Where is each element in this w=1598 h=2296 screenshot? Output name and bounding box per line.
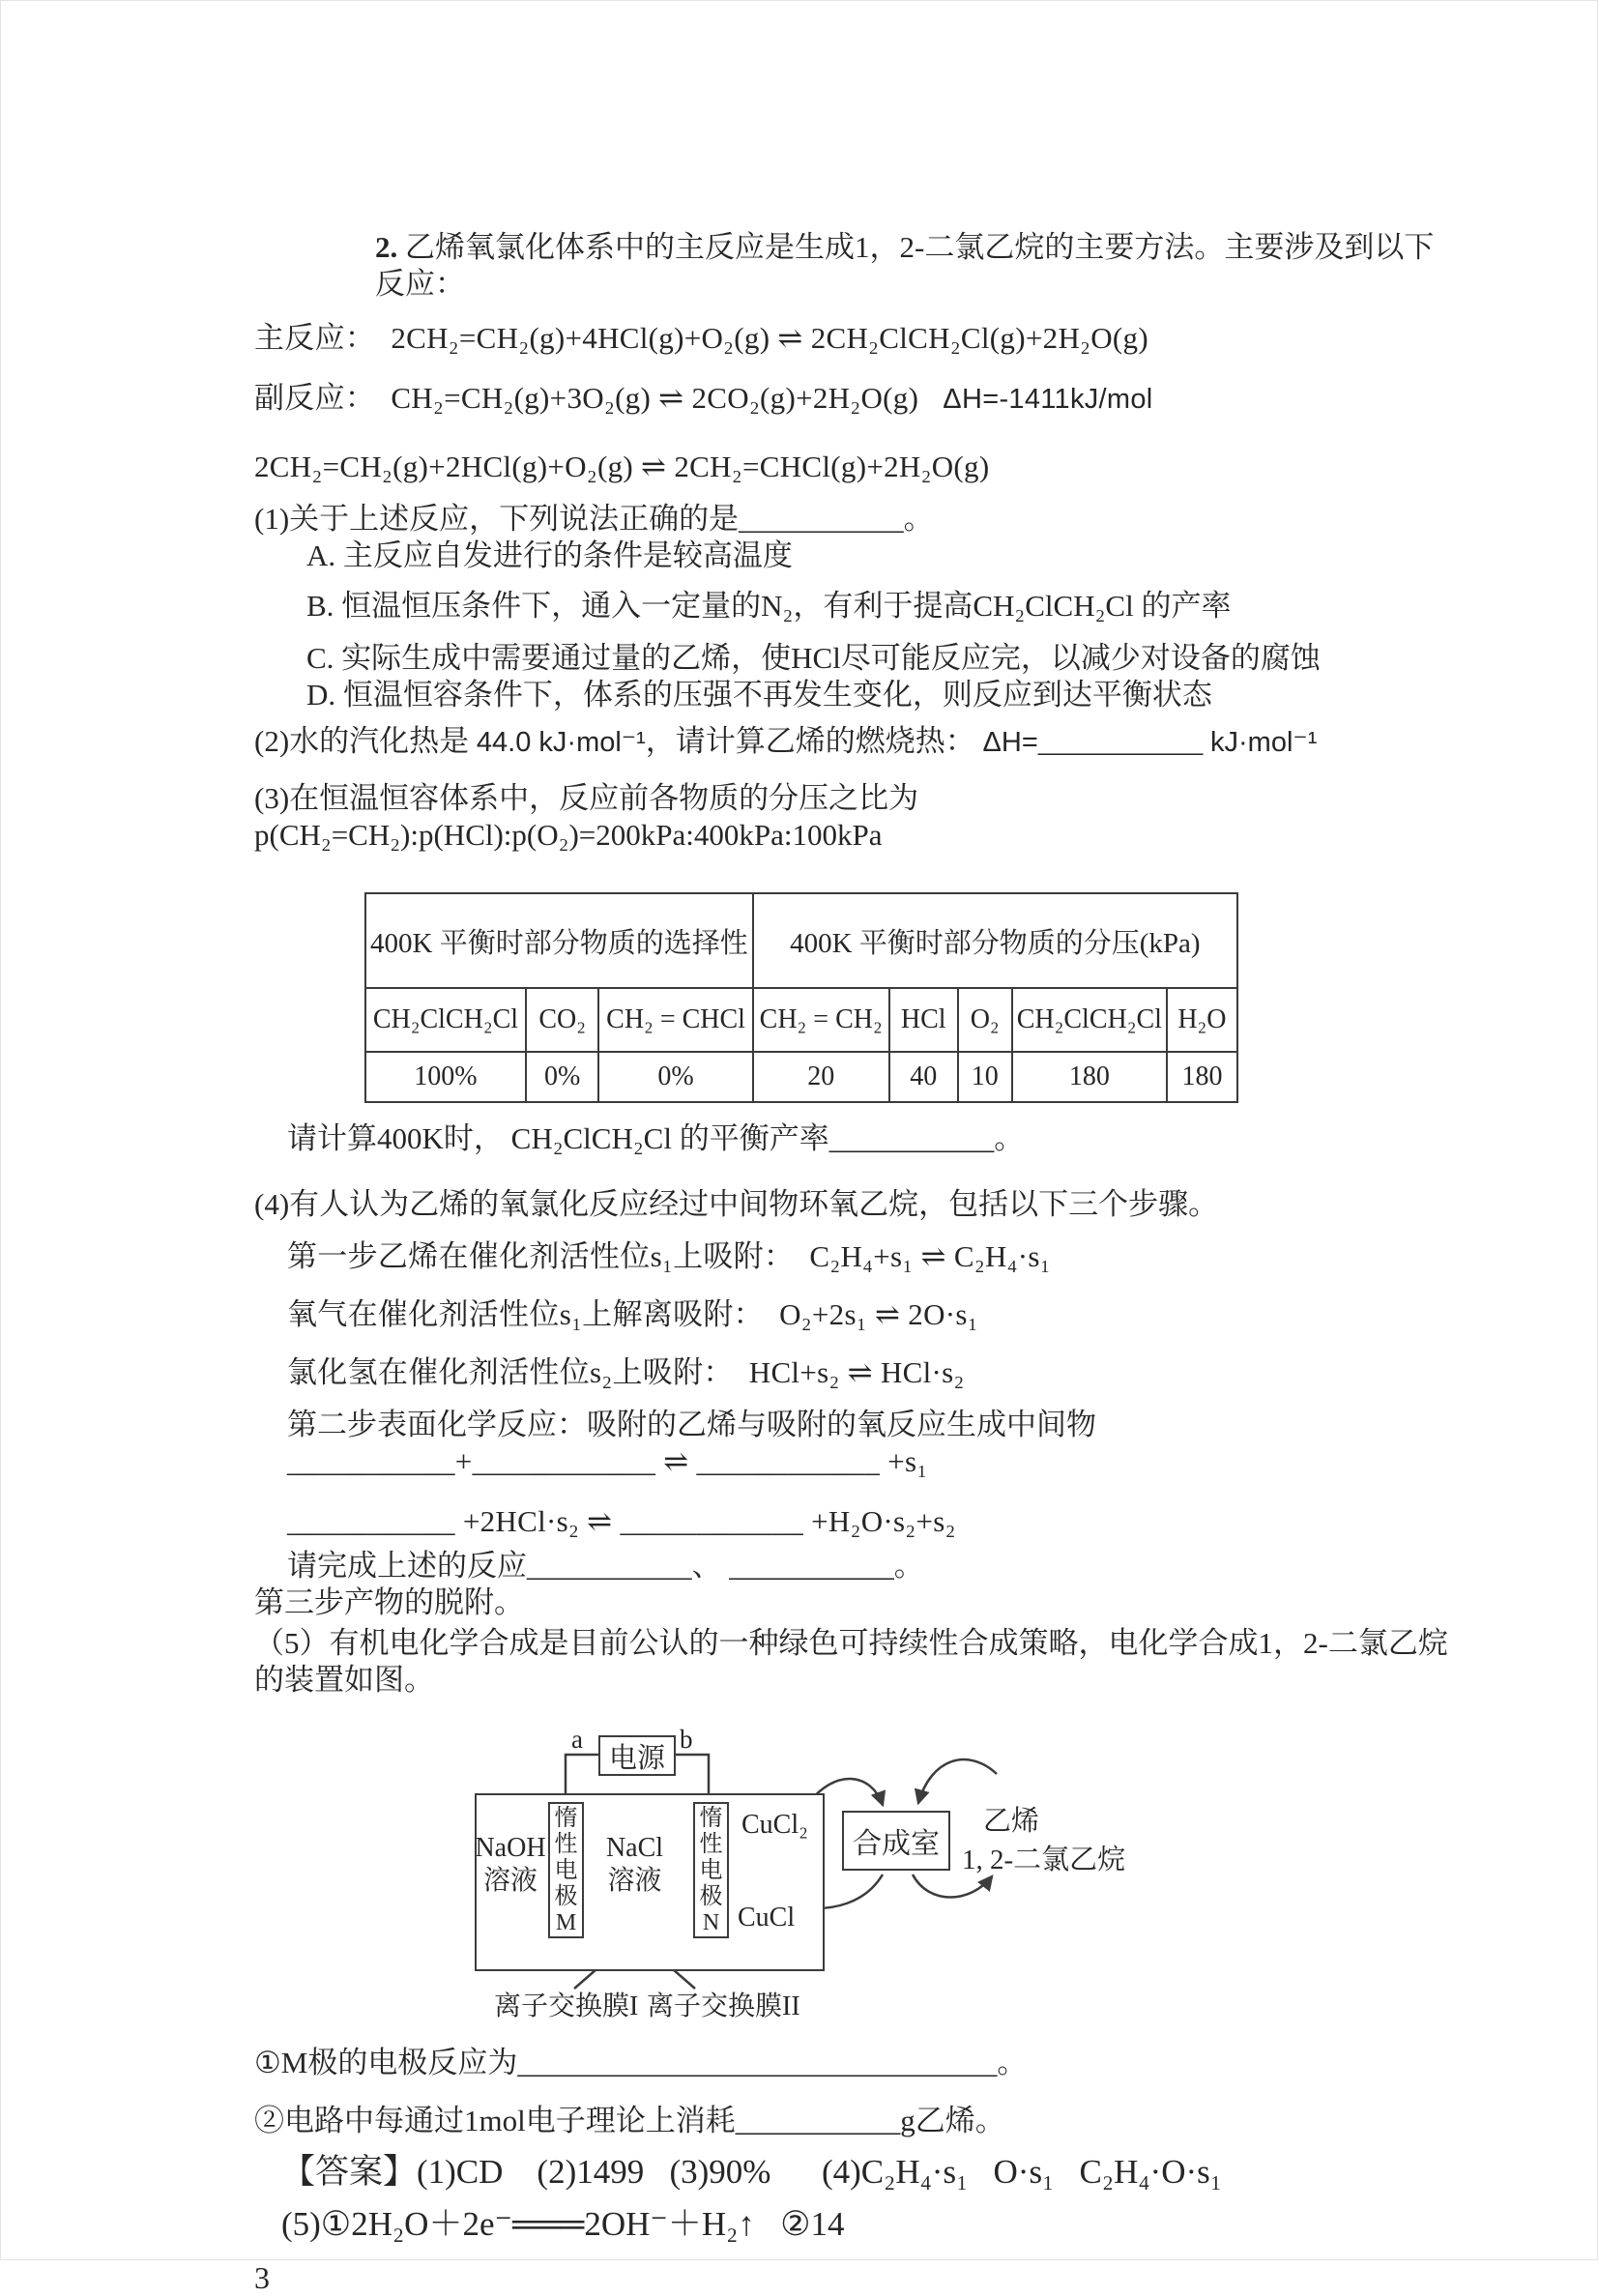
problem-title-text: 乙烯氧氯化体系中的主反应是生成1，2-二氯乙烷的主要方法。主要涉及到以下反应： bbox=[375, 230, 1435, 301]
ethylene-to-chamber-arrow bbox=[918, 1759, 997, 1803]
q2-blank: ___________ bbox=[1037, 724, 1211, 758]
ethylene-label: 乙烯 bbox=[983, 1806, 1040, 1837]
naoh-text-2: 溶液 bbox=[482, 1866, 538, 1896]
table-value: 0% bbox=[526, 1052, 599, 1102]
q2-text-2: ，请计算乙烯的燃烧热： bbox=[645, 724, 983, 758]
cucl2-label: CuCl₂ bbox=[741, 1810, 808, 1840]
electrode-m-text: 惰性电极 bbox=[554, 1806, 578, 1909]
table-col-header: O₂ bbox=[958, 988, 1012, 1052]
table-value: 0% bbox=[598, 1052, 752, 1102]
q4-stem: (4)有人认为乙烯的氧氯化反应经过中间物环氧乙烷，包括以下三个步骤。 bbox=[254, 1187, 1219, 1221]
q4-complete-line: 请完成上述的反应___________、 ___________。 bbox=[287, 1549, 924, 1583]
terminal-a-label: a bbox=[571, 1725, 583, 1754]
electrode-m-tag: M bbox=[555, 1910, 577, 1935]
table-value: 20 bbox=[753, 1052, 889, 1102]
main-reaction-equation: 2CH₂=CH₂(g)+4HCl(g)+O₂(g) ⇌ 2CH₂ClCH₂Cl(g)+2H₂O(g) bbox=[391, 321, 1148, 355]
third-reaction-equation: 2CH₂=CH₂(g)+2HCl(g)+O₂(g) ⇌ 2CH₂=CHCl(g)+2H₂O(g) bbox=[254, 450, 990, 483]
electrode-n bbox=[693, 1802, 729, 1938]
equilibrium-table bbox=[364, 892, 1238, 1103]
q1-stem: (1)关于上述反应，下列说法正确的是___________。 bbox=[254, 502, 934, 536]
electrolysis-diagram bbox=[473, 1725, 1140, 2031]
q4-step1c: 氯化氢在催化剂活性位s₂上吸附： HCl+s₂ ⇌ HCl·s₂ bbox=[287, 1355, 965, 1389]
page-number: 3 bbox=[254, 2260, 270, 2295]
q2-line bbox=[254, 723, 1462, 761]
electrode-n-text: 惰性电极 bbox=[699, 1806, 723, 1909]
main-reaction-line bbox=[254, 320, 1462, 357]
q4-blank-eq1: ___________+____________ ⇌ ____________ +s₁ bbox=[287, 1444, 928, 1478]
membrane-1-label: 离子交换膜I bbox=[494, 1991, 639, 2021]
side-reaction-enthalpy: ΔH=-1411kJ/mol bbox=[918, 384, 1153, 415]
q3-calc-line: 请计算400K时， CH₂ClCH₂Cl 的平衡产率___________。 bbox=[287, 1121, 1025, 1155]
table-value: 180 bbox=[1012, 1052, 1167, 1102]
side-reaction-equation: CH₂=CH₂(g)+3O₂(g) ⇌ 2CO₂(g)+2H₂O(g) bbox=[391, 381, 919, 415]
electrode-n-tag: N bbox=[702, 1910, 720, 1935]
answer-line-2: (5)①2H₂O＋2e⁻═══2OH⁻＋H₂↑ ②14 bbox=[281, 2205, 845, 2243]
table-value: 100% bbox=[365, 1052, 526, 1102]
answer-line-1: 【答案】(1)CD (2)1499 (3)90% (4)C₂H₄·s₁ O·s₁ C₂H₄·O·s₁ bbox=[281, 2153, 1222, 2191]
q4-blank-eq2: ___________ +2HCl·s₂ ⇌ ____________ +H₂O·s₂+s₂ bbox=[287, 1504, 956, 1538]
nacl-text: NaCl bbox=[605, 1833, 664, 1863]
problem-number: 2. bbox=[375, 230, 398, 264]
nacl-solution-label bbox=[596, 1832, 673, 1898]
q3-line: (3)在恒温恒容体系中，反应前各物质的分压之比为p(CH₂=CH₂):p(HCl):p(O₂)=200kPa:400kPa:100kPa bbox=[254, 781, 919, 852]
table-col-header: CO₂ bbox=[526, 988, 599, 1052]
q2-unit: kJ·mol⁻¹ bbox=[1210, 727, 1318, 758]
q4-step3: 第三步产物的脱附。 bbox=[254, 1585, 524, 1619]
table-col-header: CH₂ClCH₂Cl bbox=[365, 988, 526, 1052]
table-value: 40 bbox=[889, 1052, 958, 1102]
q1-option-d: D. 恒温恒容条件下，体系的压强不再发生变化，则反应到达平衡状态 bbox=[306, 678, 1212, 712]
q4-step1b: 氧气在催化剂活性位s₁上解离吸附： O₂+2s₁ ⇌ 2O·s₁ bbox=[287, 1297, 978, 1331]
third-reaction-line bbox=[254, 449, 1462, 485]
q5-sub2: ②电路中每通过1mol电子理论上消耗___________g乙烯。 bbox=[254, 2104, 1005, 2137]
problem-title bbox=[375, 229, 1462, 303]
q1-option-a: A. 主反应自发进行的条件是较高温度 bbox=[306, 538, 793, 572]
q5-stem: （5）有机电化学合成是目前公认的一种绿色可持续性合成策略，电化学合成1，2-二氯乙烷的装置如图。 bbox=[254, 1626, 1448, 1697]
table-group-header-pressure: 400K 平衡时部分物质的分压(kPa) bbox=[753, 893, 1237, 988]
membrane-2-label: 离子交换膜II bbox=[647, 1991, 800, 2021]
main-reaction-label: 主反应： bbox=[254, 321, 392, 355]
table-group-header-selectivity: 400K 平衡时部分物质的选择性 bbox=[365, 893, 753, 988]
naoh-solution-label bbox=[473, 1832, 548, 1898]
table-col-header: HCl bbox=[889, 988, 958, 1052]
electrode-m bbox=[548, 1802, 584, 1938]
product-label: 1, 2-二氯乙烷 bbox=[962, 1845, 1126, 1875]
table-value: 10 bbox=[958, 1052, 1012, 1102]
synthesis-chamber-box bbox=[842, 1811, 950, 1871]
page-content bbox=[1, 1, 1597, 2296]
table-col-header: H₂O bbox=[1167, 988, 1237, 1052]
table-col-header: CH₂ClCH₂Cl bbox=[1012, 988, 1167, 1052]
table-col-header: CH₂ = CH₂ bbox=[753, 988, 889, 1052]
cucl-label: CuCl bbox=[738, 1903, 796, 1933]
table-value: 180 bbox=[1167, 1052, 1237, 1102]
terminal-b-label: b bbox=[680, 1725, 693, 1754]
q1-option-b: B. 恒温恒压条件下，通入一定量的N₂，有利于提高CH₂ClCH₂Cl 的产率 bbox=[306, 589, 1232, 623]
q4-step1a: 第一步乙烯在催化剂活性位s₁上吸附： C₂H₄+s₁ ⇌ C₂H₄·s₁ bbox=[287, 1239, 1051, 1273]
q2-value: 44.0 kJ·mol⁻¹ bbox=[476, 727, 646, 758]
q2-dh-label: ΔH= bbox=[982, 727, 1038, 758]
naoh-text: NaOH bbox=[475, 1833, 546, 1863]
q1-option-c: C. 实际生成中需要通过量的乙烯，使HCl尽可能反应完，以减少对设备的腐蚀 bbox=[306, 641, 1321, 675]
table-col-header: CH₂ = CHCl bbox=[598, 988, 752, 1052]
q5-sub1: ①M极的电极反应为________________________________。 bbox=[254, 2046, 1028, 2079]
chamber-to-product-arrow bbox=[913, 1875, 992, 1898]
nacl-text-2: 溶液 bbox=[607, 1866, 662, 1896]
q2-text-1: (2)水的汽化热是 bbox=[254, 724, 477, 758]
q4-step2: 第二步表面化学反应：吸附的乙烯与吸附的氧反应生成中间物 bbox=[287, 1408, 1096, 1441]
side-reaction-line bbox=[254, 380, 1462, 418]
power-supply-box bbox=[598, 1735, 676, 1776]
synthesis-chamber-label: 合成室 bbox=[853, 1828, 940, 1860]
power-supply-label: 电源 bbox=[608, 1742, 665, 1774]
side-reaction-label: 副反应： bbox=[254, 381, 392, 415]
